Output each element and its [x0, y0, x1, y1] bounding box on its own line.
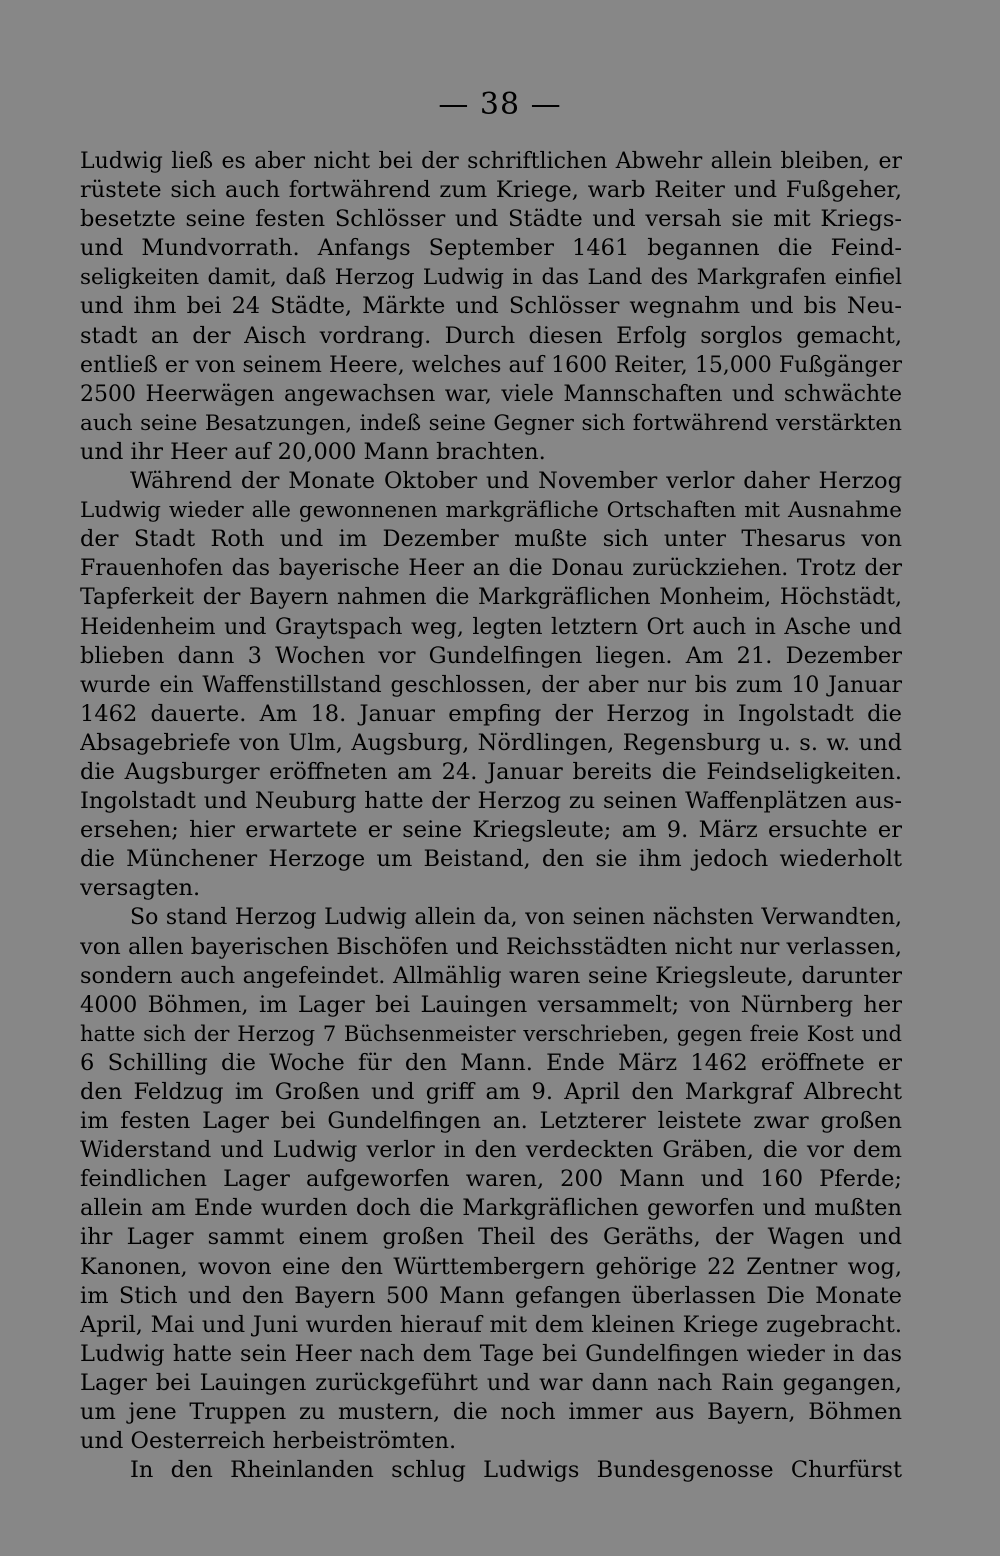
text-line: entließ er von seinem Heere, welches auf 1600 Reiter, 15,000 Fußgänger	[80, 352, 902, 378]
text-line: um jene Truppen zu mustern, die noch immer aus Bayern, Böhmen	[80, 1399, 902, 1426]
text-line: auch seine Besatzungen, indeß seine Gegner sich fortwährend verstärkten	[80, 410, 902, 436]
text-line: den Feldzug im Großen und griff am 9. April den Markgraf Albrecht	[80, 1079, 902, 1105]
text-line: Ludwig ließ es aber nicht bei der schriftlichen Abwehr allein bleiben, er	[80, 149, 902, 174]
text-line: Widerstand und Ludwig verlor in den verdeckten Gräben, die vor dem	[80, 1137, 902, 1164]
text-line: Tapferkeit der Bayern nahmen die Markgräflichen Monheim, Höchstädt,	[80, 585, 902, 611]
text-line: die Münchener Herzoge um Beistand, den sie ihm jedoch wiederholt	[80, 846, 902, 873]
text-line: Kanonen, wovon eine den Württembergern gehörige 22 Zentner wog,	[80, 1253, 902, 1280]
text-line: besetzte seine festen Schlösser und Städte und versah sie mit Kriegs-	[80, 206, 902, 233]
text-line: 1462 dauerte. Am 18. Januar empfing der Herzog in Ingolstadt die	[80, 700, 902, 727]
text-line: hatte sich der Herzog 7 Büchsenmeister verschrieben, gegen freie Kost und	[80, 1021, 902, 1046]
text-line: stadt an der Aisch vordrang. Durch diesen Erfolg sorglos gemacht,	[80, 322, 902, 349]
text-line: wurde ein Waffenstillstand geschlossen, der aber nur bis zum 10 Januar	[80, 672, 902, 698]
text-line: Ingolstadt und Neuburg hatte der Herzog zu seinen Waffenplätzen aus-	[80, 788, 902, 815]
text-line: April, Mai und Juni wurden hierauf mit dem kleinen Kriege zugebracht.	[80, 1311, 902, 1338]
text-line: Absagebriefe von Ulm, Augsburg, Nördlingen, Regensburg u. s. w. und	[80, 729, 902, 756]
text-line: ihr Lager sammt einem großen Theil des Geräths, der Wagen und	[80, 1224, 902, 1251]
text-line: In den Rheinlanden schlug Ludwigs Bundesgenosse Churfürst	[130, 1457, 902, 1484]
text-line: von allen bayerischen Bischöfen und Reichsstädten nicht nur verlassen,	[80, 933, 902, 960]
text-line: allein am Ende wurden doch die Markgräflichen geworfen und mußten	[80, 1195, 902, 1222]
text-line: Während der Monate Oktober und November verlor daher Herzog	[130, 468, 902, 495]
text-line: blieben dann 3 Wochen vor Gundelfingen liegen. Am 21. Dezember	[80, 642, 902, 669]
text-line: 4000 Böhmen, im Lager bei Lauingen versammelt; von Nürnberg her	[80, 991, 902, 1018]
text-line: im festen Lager bei Gundelfingen an. Letzterer leistete zwar großen	[80, 1108, 902, 1135]
text-body	[80, 147, 902, 1485]
text-line: So stand Herzog Ludwig allein da, von seinen nächsten Verwandten,	[130, 905, 902, 931]
text-line: und Oesterreich herbeiströmten.	[80, 1428, 457, 1455]
text-line: rüstete sich auch fortwährend zum Kriege, warb Reiter und Fußgeher,	[80, 177, 902, 204]
text-line: und ihr Heer auf 20,000 Mann brachten.	[80, 438, 546, 465]
text-line: sondern auch angefeindet. Allmählig waren seine Kriegsleute, darunter	[80, 962, 902, 989]
text-line: ersehen; hier erwartete er seine Kriegsleute; am 9. März ersuchte er	[80, 817, 902, 844]
text-line: 2500 Heerwägen angewachsen war, viele Mannschaften und schwächte	[80, 381, 902, 407]
text-line: im Stich und den Bayern 500 Mann gefangen überlassen Die Monate	[80, 1282, 902, 1309]
text-line: und ihm bei 24 Städte, Märkte und Schlösser wegnahm und bis Neu-	[80, 293, 902, 320]
text-line: Ludwig hatte sein Heer nach dem Tage bei Gundelfingen wieder in das	[80, 1340, 902, 1367]
text-line: seligkeiten damit, daß Herzog Ludwig in das Land des Markgrafen einfiel	[80, 265, 902, 291]
text-line: Frauenhofen das bayerische Heer an die Donau zurückziehen. Trotz der	[80, 556, 902, 582]
page-number: — 38 —	[438, 87, 562, 122]
text-line: und Mundvorrath. Anfangs September 1461 begannen die Feind-	[80, 235, 902, 262]
text-line: 6 Schilling die Woche für den Mann. Ende März 1462 eröffnete er	[80, 1049, 902, 1076]
text-line: Ludwig wieder alle gewonnenen markgräfliche Ortschaften mit Ausnahme	[80, 498, 902, 524]
text-line: Lager bei Lauingen zurückgeführt und war dann nach Rain gegangen,	[80, 1369, 902, 1396]
text-line: feindlichen Lager aufgeworfen waren, 200 Mann und 160 Pferde;	[80, 1166, 902, 1193]
text-line: die Augsburger eröffneten am 24. Januar bereits die Feindseligkeiten.	[80, 758, 902, 785]
text-line: der Stadt Roth und im Dezember mußte sich unter Thesarus von	[80, 526, 902, 553]
text-line: versagten.	[80, 875, 201, 902]
text-line: Heidenheim und Graytspach weg, legten letztern Ort auch in Asche und	[80, 614, 902, 640]
